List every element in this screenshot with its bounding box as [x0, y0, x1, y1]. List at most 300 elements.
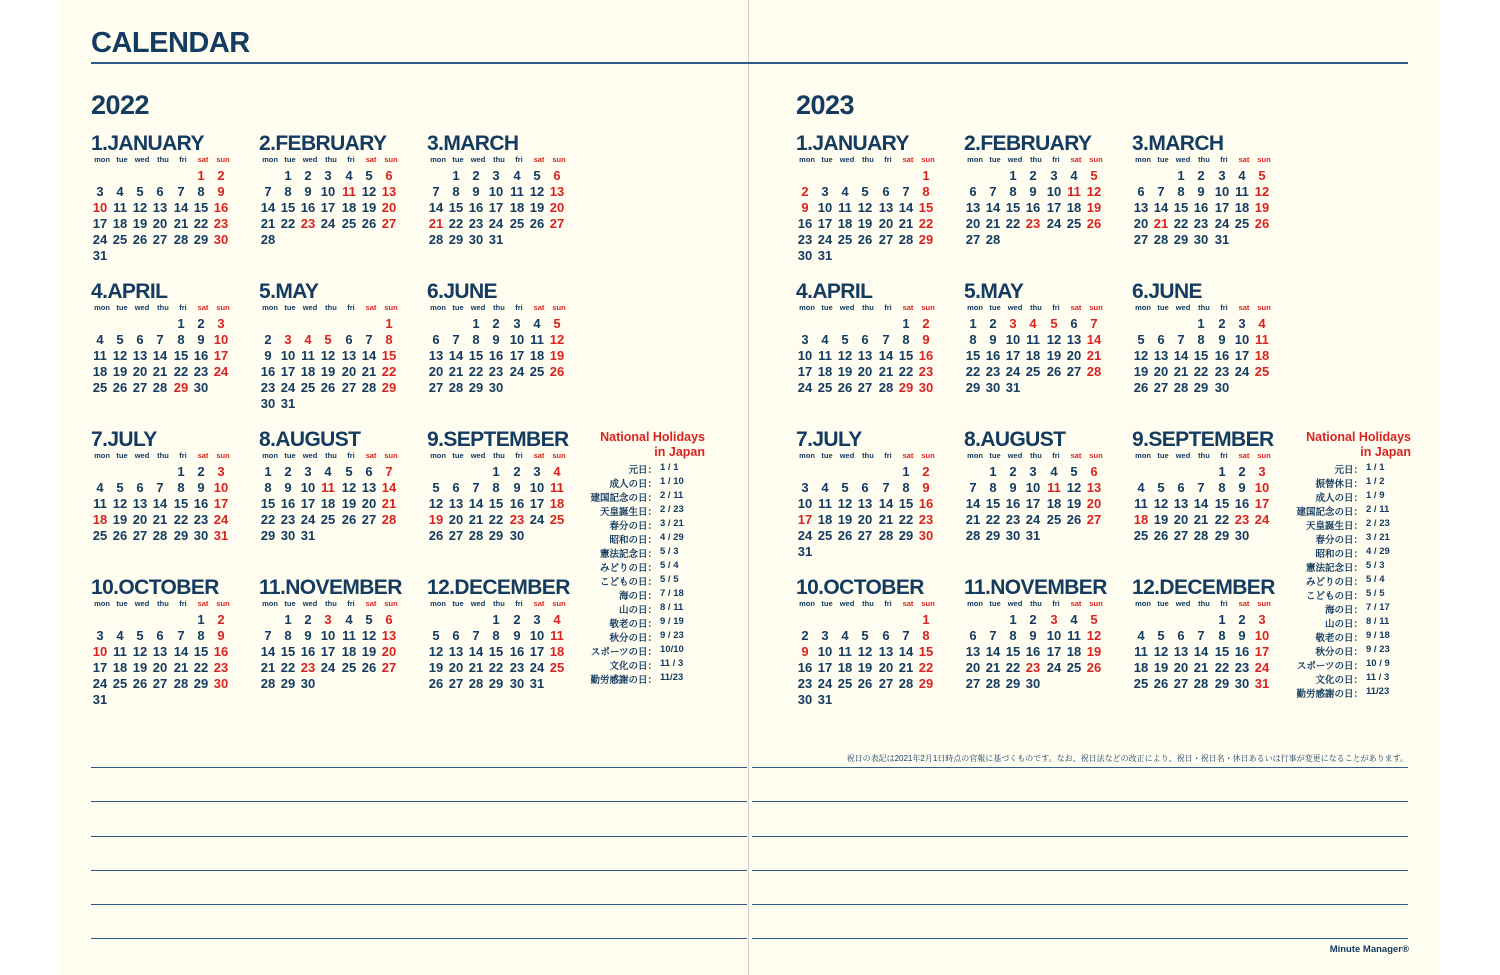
- day-cell: 5: [116, 480, 124, 495]
- day-cell: 10: [1025, 480, 1041, 495]
- day-cell: 30: [918, 380, 934, 395]
- weekday-label: sat: [197, 451, 209, 460]
- weekday-label: sat: [197, 599, 209, 608]
- weekday-label: thu: [493, 451, 505, 460]
- day-cell: 20: [1133, 216, 1149, 231]
- day-cell: 9: [801, 200, 809, 215]
- day-cell: 5: [432, 480, 440, 495]
- day-cell: 23: [193, 512, 209, 527]
- day-cell: 15: [193, 644, 209, 659]
- day-cell: 31: [92, 248, 108, 263]
- day-cell: 20: [1173, 512, 1189, 527]
- day-cell: 18: [837, 216, 853, 231]
- day-cell: 13: [448, 644, 464, 659]
- day-cell: 3: [821, 184, 829, 199]
- holiday-row: [590, 490, 705, 504]
- holiday-name: 海の日：: [618, 591, 657, 602]
- day-cell: 21: [1153, 216, 1169, 231]
- day-cell: 15: [488, 496, 504, 511]
- day-cell: 1: [969, 316, 977, 331]
- day-cell: 20: [381, 644, 397, 659]
- weekday-header: [1132, 303, 1297, 313]
- day-cell: 18: [320, 496, 336, 511]
- month-block: [427, 132, 592, 264]
- weekday-label: mon: [262, 303, 278, 312]
- day-cell: 16: [193, 348, 209, 363]
- weekday-label: tue: [284, 155, 296, 164]
- year-label: 2023: [796, 90, 855, 120]
- day-cell: 21: [173, 660, 189, 675]
- weekday-header: [796, 599, 961, 609]
- day-cell: 1: [177, 316, 185, 331]
- holiday-name: 昭和の日：: [609, 535, 657, 546]
- day-cell: 25: [1254, 364, 1270, 379]
- holiday-date: 2 / 23: [660, 504, 684, 515]
- weekday-label: sat: [533, 451, 545, 460]
- day-cell: 19: [1153, 660, 1169, 675]
- day-cell: 24: [488, 216, 504, 231]
- day-cell: 28: [985, 676, 1001, 691]
- day-cell: 2: [513, 464, 521, 479]
- day-cell: 14: [173, 644, 189, 659]
- day-cell: 19: [857, 660, 873, 675]
- day-cell: 30: [797, 692, 813, 707]
- day-cell: 29: [173, 528, 189, 543]
- day-cell: 20: [1153, 364, 1169, 379]
- holiday-name: 秋分の日：: [1315, 647, 1363, 658]
- weekday-label: wed: [1175, 303, 1191, 312]
- weekday-label: wed: [839, 451, 855, 460]
- day-cell: 29: [173, 380, 189, 395]
- day-cell: 15: [965, 348, 981, 363]
- holiday-date: 3 / 21: [660, 518, 684, 529]
- day-cell: 12: [549, 332, 565, 347]
- day-cell: 24: [213, 364, 229, 379]
- day-cell: 3: [217, 316, 225, 331]
- day-cell: 12: [529, 184, 545, 199]
- day-cell: 10: [1046, 628, 1062, 643]
- day-cell: 28: [381, 512, 397, 527]
- day-cell: 18: [817, 512, 833, 527]
- day-cell: 17: [797, 512, 813, 527]
- day-cell: 12: [1086, 184, 1102, 199]
- day-cell: 16: [1025, 644, 1041, 659]
- day-cell: 27: [152, 232, 168, 247]
- day-cell: 28: [361, 380, 377, 395]
- day-cell: 14: [173, 200, 189, 215]
- holiday-name: 元日：: [1334, 465, 1363, 476]
- day-cell: 21: [152, 364, 168, 379]
- weekday-label: wed: [839, 303, 855, 312]
- weekday-label: wed: [302, 451, 318, 460]
- holiday-footnote: 祝日の表記は2021年2月1日時点の官報に基づくものです。なお、祝日法などの改正により、祝日・祝日名・休日あるいは行事が変更になることがあります。: [846, 754, 1408, 763]
- day-cell: 9: [472, 184, 480, 199]
- holiday-date: 9 / 23: [660, 630, 684, 641]
- day-cell: 7: [365, 332, 373, 347]
- day-cell: 2: [513, 612, 521, 627]
- holiday-row: [590, 462, 705, 476]
- day-cell: 11: [1235, 184, 1249, 199]
- day-cell: 27: [549, 216, 565, 231]
- holiday-date: 1 / 1: [1366, 462, 1385, 473]
- day-cell: 13: [965, 200, 981, 215]
- holiday-name: 憲法記念日：: [599, 549, 657, 560]
- day-cell: 22: [1173, 216, 1189, 231]
- weekday-label: wed: [470, 451, 486, 460]
- day-cell: 8: [922, 628, 930, 643]
- day-cell: 9: [1238, 628, 1246, 643]
- day-grid: [964, 316, 1129, 412]
- weekday-label: tue: [1157, 599, 1169, 608]
- day-cell: 12: [1254, 184, 1270, 199]
- day-cell: 29: [193, 676, 209, 691]
- month-name: 10.OCTOBER: [796, 576, 924, 599]
- weekday-label: sun: [921, 451, 935, 460]
- day-cell: 9: [1218, 332, 1226, 347]
- day-cell: 13: [152, 644, 168, 659]
- day-cell: 19: [529, 200, 545, 215]
- holiday-date: 5 / 3: [1366, 560, 1385, 571]
- day-cell: 9: [217, 184, 225, 199]
- day-cell: 28: [468, 528, 484, 543]
- day-cell: 13: [132, 496, 148, 511]
- weekday-label: tue: [821, 303, 833, 312]
- day-cell: 5: [1050, 316, 1058, 331]
- day-cell: 23: [1234, 660, 1250, 675]
- month-block: [796, 280, 961, 412]
- day-cell: 23: [280, 512, 296, 527]
- holiday-row: [590, 560, 705, 574]
- day-cell: 1: [284, 612, 292, 627]
- day-cell: 29: [1214, 528, 1230, 543]
- day-cell: 28: [1193, 528, 1209, 543]
- day-cell: 10: [1214, 184, 1230, 199]
- day-cell: 2: [989, 316, 997, 331]
- weekday-header: [1132, 155, 1297, 165]
- day-cell: 1: [902, 464, 910, 479]
- day-cell: 23: [985, 364, 1001, 379]
- day-cell: 30: [509, 676, 525, 691]
- day-cell: 9: [197, 332, 205, 347]
- holiday-name: 勤労感謝の日：: [1296, 689, 1363, 700]
- weekday-label: fri: [347, 599, 355, 608]
- day-cell: 30: [193, 380, 209, 395]
- holiday-date: 2 / 11: [1366, 504, 1390, 515]
- day-cell: 13: [1173, 496, 1189, 511]
- holiday-date: 7 / 17: [1366, 602, 1390, 613]
- day-cell: 17: [213, 496, 229, 511]
- day-cell: 25: [817, 528, 833, 543]
- day-cell: 19: [549, 348, 565, 363]
- day-cell: 10: [213, 332, 229, 347]
- day-cell: 9: [1238, 480, 1246, 495]
- day-cell: 24: [280, 380, 296, 395]
- holiday-name: 建国記念の日：: [590, 493, 657, 504]
- holiday-row: [1296, 476, 1411, 490]
- day-cell: 5: [136, 628, 144, 643]
- day-cell: 14: [260, 644, 276, 659]
- day-cell: 4: [841, 184, 849, 199]
- day-cell: 28: [152, 528, 168, 543]
- day-cell: 15: [488, 644, 504, 659]
- day-cell: 2: [217, 612, 225, 627]
- weekday-header: [427, 303, 592, 313]
- weekday-label: fri: [179, 155, 187, 164]
- day-cell: 2: [1197, 168, 1205, 183]
- day-grid: [427, 464, 592, 560]
- weekday-label: sun: [1257, 451, 1271, 460]
- day-cell: 19: [1046, 348, 1062, 363]
- day-cell: 20: [878, 216, 894, 231]
- day-cell: 29: [1214, 676, 1230, 691]
- day-cell: 12: [1153, 644, 1169, 659]
- day-cell: 21: [468, 660, 484, 675]
- holiday-date: 1 / 10: [660, 476, 684, 487]
- month-block: [91, 280, 256, 412]
- day-cell: 7: [902, 184, 910, 199]
- month-block: [1132, 280, 1297, 412]
- day-cell: 20: [341, 364, 357, 379]
- day-cell: 5: [553, 316, 561, 331]
- day-cell: 10: [509, 332, 525, 347]
- day-cell: 26: [1133, 380, 1149, 395]
- weekday-label: tue: [116, 599, 128, 608]
- day-cell: 2: [304, 612, 312, 627]
- day-cell: 28: [985, 232, 1001, 247]
- day-cell: 13: [341, 348, 357, 363]
- day-cell: 25: [1066, 660, 1082, 675]
- day-cell: 30: [1193, 232, 1209, 247]
- day-cell: 29: [918, 676, 934, 691]
- day-cell: 5: [136, 184, 144, 199]
- weekday-label: tue: [452, 155, 464, 164]
- day-cell: 7: [472, 480, 480, 495]
- day-cell: 11: [93, 348, 107, 363]
- holiday-name: こどもの日：: [1305, 591, 1363, 602]
- weekday-label: sun: [1257, 155, 1271, 164]
- day-cell: 23: [509, 512, 525, 527]
- day-cell: 14: [985, 644, 1001, 659]
- day-cell: 19: [1153, 512, 1169, 527]
- month-block: [964, 132, 1129, 264]
- day-cell: 6: [136, 480, 144, 495]
- day-cell: 17: [488, 200, 504, 215]
- day-cell: 22: [193, 216, 209, 231]
- day-cell: 14: [361, 348, 377, 363]
- day-cell: 29: [985, 528, 1001, 543]
- holiday-row: [590, 616, 705, 630]
- day-cell: 27: [448, 676, 464, 691]
- day-cell: 18: [1133, 512, 1149, 527]
- day-cell: 17: [1254, 496, 1270, 511]
- day-cell: 7: [989, 184, 997, 199]
- day-cell: 17: [1254, 644, 1270, 659]
- day-cell: 28: [965, 528, 981, 543]
- day-cell: 14: [152, 496, 168, 511]
- day-cell: 12: [1086, 628, 1102, 643]
- weekday-label: wed: [1007, 599, 1023, 608]
- weekday-label: sun: [552, 303, 566, 312]
- day-cell: 4: [116, 184, 124, 199]
- day-cell: 22: [173, 364, 189, 379]
- day-grid: [427, 168, 592, 264]
- holiday-date: 9 / 23: [1366, 644, 1390, 655]
- holiday-date: 4 / 29: [660, 532, 684, 543]
- day-cell: 3: [324, 168, 332, 183]
- day-grid: [427, 316, 592, 412]
- day-cell: 23: [918, 364, 934, 379]
- day-cell: 15: [918, 644, 934, 659]
- day-grid: [91, 316, 256, 412]
- weekday-header: [91, 155, 256, 165]
- holiday-name: 文化の日：: [1315, 675, 1363, 686]
- day-cell: 28: [173, 232, 189, 247]
- weekday-label: mon: [1135, 599, 1151, 608]
- weekday-label: sat: [902, 155, 914, 164]
- weekday-label: sun: [1089, 155, 1103, 164]
- day-cell: 20: [965, 216, 981, 231]
- month-block: [259, 428, 424, 560]
- day-cell: 11: [1047, 480, 1061, 495]
- day-cell: 26: [857, 232, 873, 247]
- weekday-label: sun: [216, 451, 230, 460]
- day-cell: 31: [300, 528, 316, 543]
- weekday-label: fri: [347, 451, 355, 460]
- day-cell: 7: [264, 184, 272, 199]
- day-cell: 22: [1005, 216, 1021, 231]
- month-name: 11.NOVEMBER: [259, 576, 402, 599]
- day-cell: 31: [488, 232, 504, 247]
- weekday-label: thu: [493, 303, 505, 312]
- day-cell: 7: [882, 480, 890, 495]
- day-cell: 17: [1046, 644, 1062, 659]
- day-grid: [91, 464, 256, 560]
- month-block: [964, 576, 1129, 708]
- holiday-row: [590, 630, 705, 644]
- day-cell: 4: [1029, 316, 1037, 331]
- day-cell: 6: [1177, 628, 1185, 643]
- day-grid: [259, 316, 424, 412]
- day-cell: 14: [260, 200, 276, 215]
- day-cell: 25: [92, 528, 108, 543]
- day-cell: 9: [1029, 184, 1037, 199]
- day-cell: 1: [1218, 612, 1226, 627]
- day-cell: 17: [320, 644, 336, 659]
- day-cell: 17: [817, 660, 833, 675]
- day-cell: 1: [1197, 316, 1205, 331]
- holiday-name: 海の日：: [1324, 605, 1363, 616]
- weekday-label: fri: [515, 451, 523, 460]
- day-cell: 15: [898, 348, 914, 363]
- day-cell: 11: [342, 184, 356, 199]
- weekday-label: mon: [967, 155, 983, 164]
- day-cell: 8: [472, 332, 480, 347]
- day-cell: 19: [361, 644, 377, 659]
- month-name: 9.SEPTEMBER: [427, 428, 569, 451]
- day-cell: 6: [365, 464, 373, 479]
- holiday-name: 敬老の日：: [1315, 633, 1363, 644]
- holiday-date: 8 / 11: [1366, 616, 1390, 627]
- day-cell: 17: [92, 660, 108, 675]
- month-name: 5.MAY: [259, 280, 319, 303]
- day-cell: 11: [1255, 332, 1269, 347]
- day-cell: 2: [492, 316, 500, 331]
- holiday-row: [1296, 574, 1411, 588]
- day-cell: 31: [529, 676, 545, 691]
- day-cell: 16: [1234, 496, 1250, 511]
- day-cell: 5: [861, 628, 869, 643]
- day-cell: 25: [300, 380, 316, 395]
- day-cell: 6: [345, 332, 353, 347]
- day-cell: 15: [1005, 200, 1021, 215]
- day-cell: 12: [837, 348, 853, 363]
- day-cell: 21: [152, 512, 168, 527]
- holiday-row: [590, 546, 705, 560]
- day-cell: 1: [492, 464, 500, 479]
- weekday-label: thu: [862, 599, 874, 608]
- weekday-label: sun: [384, 451, 398, 460]
- day-cell: 27: [1066, 364, 1082, 379]
- day-cell: 23: [1005, 512, 1021, 527]
- day-cell: 14: [1086, 332, 1102, 347]
- day-cell: 1: [177, 464, 185, 479]
- holiday-name: みどりの日：: [1305, 577, 1363, 588]
- holiday-date: 1 / 9: [1366, 490, 1385, 501]
- holiday-name: 元日：: [628, 465, 657, 476]
- weekday-label: thu: [325, 303, 337, 312]
- month-name: 5.MAY: [964, 280, 1024, 303]
- day-cell: 14: [448, 348, 464, 363]
- day-cell: 9: [1197, 184, 1205, 199]
- holiday-row: [1296, 658, 1411, 672]
- day-cell: 4: [841, 628, 849, 643]
- day-cell: 28: [878, 528, 894, 543]
- month-name: 2.FEBRUARY: [259, 132, 387, 155]
- weekday-label: sat: [365, 303, 377, 312]
- day-cell: 18: [300, 364, 316, 379]
- day-cell: 12: [857, 644, 873, 659]
- day-cell: 7: [1197, 628, 1205, 643]
- day-cell: 15: [898, 496, 914, 511]
- day-cell: 8: [197, 184, 205, 199]
- weekday-label: sat: [1238, 303, 1250, 312]
- day-cell: 12: [857, 200, 873, 215]
- month-block: [796, 428, 961, 560]
- day-cell: 18: [529, 348, 545, 363]
- day-cell: 1: [1009, 168, 1017, 183]
- day-cell: 23: [797, 232, 813, 247]
- day-cell: 31: [280, 396, 296, 411]
- day-cell: 4: [1258, 316, 1266, 331]
- day-cell: 13: [381, 184, 397, 199]
- day-cell: 22: [381, 364, 397, 379]
- day-cell: 15: [985, 496, 1001, 511]
- day-cell: 19: [1133, 364, 1149, 379]
- day-cell: 29: [898, 380, 914, 395]
- day-cell: 5: [1090, 612, 1098, 627]
- holiday-row: [590, 644, 705, 658]
- day-cell: 22: [193, 660, 209, 675]
- day-cell: 27: [878, 676, 894, 691]
- day-cell: 20: [1086, 496, 1102, 511]
- day-cell: 25: [509, 216, 525, 231]
- day-cell: 10: [320, 184, 336, 199]
- weekday-label: mon: [967, 451, 983, 460]
- day-cell: 22: [448, 216, 464, 231]
- day-cell: 16: [985, 348, 1001, 363]
- day-cell: 3: [96, 628, 104, 643]
- day-cell: 2: [284, 464, 292, 479]
